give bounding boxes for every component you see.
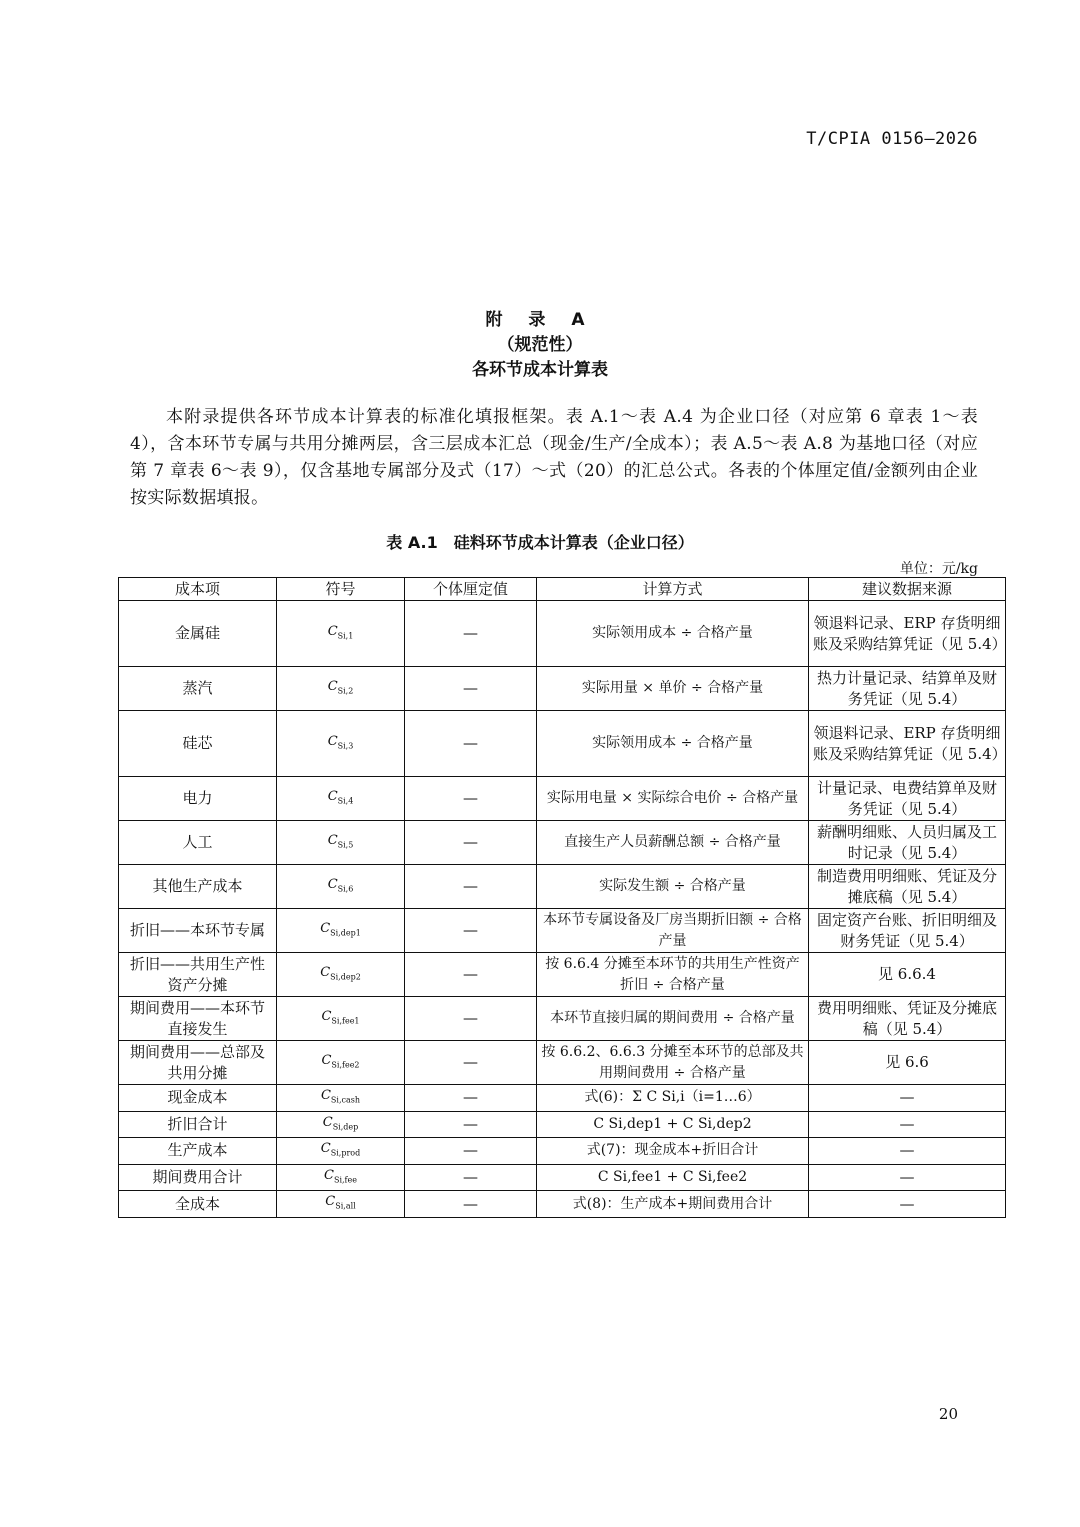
cell-source: 薪酬明细账、人员归属及工时记录（见 5.4）: [809, 821, 1006, 865]
cell-value: —: [405, 667, 537, 711]
cell-item: 折旧合计: [119, 1111, 277, 1138]
header-source: 建议数据来源: [809, 578, 1006, 601]
symbol-subscript: Si,cash: [330, 1095, 361, 1105]
cell-source: —: [809, 1164, 1006, 1191]
cell-symbol: [277, 909, 405, 953]
symbol-subscript: Si,3: [337, 741, 354, 751]
cell-item: 金属硅: [119, 601, 277, 667]
cell-value: —: [405, 1085, 537, 1112]
cell-symbol: [277, 865, 405, 909]
cell-source: —: [809, 1191, 1006, 1218]
cell-value: —: [405, 865, 537, 909]
symbol-subscript: Si,5: [337, 840, 354, 850]
symbol-letter: C: [325, 1194, 336, 1210]
cell-symbol: [277, 953, 405, 997]
cell-value: —: [405, 909, 537, 953]
cell-value: —: [405, 821, 537, 865]
cell-source: 计量记录、电费结算单及财务凭证（见 5.4）: [809, 777, 1006, 821]
cell-method: 实际用电量 × 实际综合电价 ÷ 合格产量: [537, 777, 809, 821]
intro-paragraph: 本附录提供各环节成本计算表的标准化填报框架。表 A.1～表 A.4 为企业口径（对应第 6 章表 1～表 4），含本环节专属与共用分摊两层，含三层成本汇总（现金/生产/全成本）；表 A.5～表 A.8 为基地口径（对应第 7 章表 6～表 9），仅含基地专属部分及式（17）～式（20）的汇总公式。各表的个体厘定值/金额列由企业按实际数据填报。: [130, 407, 978, 508]
symbol-letter: C: [321, 1008, 332, 1024]
symbol-letter: C: [324, 1167, 334, 1183]
cell-value: —: [405, 777, 537, 821]
symbol-subscript: Si,prod: [330, 1148, 361, 1158]
cell-method: 按 6.6.2、6.6.3 分摊至本环节的总部及共用期间费用 ÷ 合格产量: [537, 1041, 809, 1085]
symbol-letter: C: [321, 1052, 332, 1068]
cell-method: 实际领用成本 ÷ 合格产量: [537, 711, 809, 777]
cell-symbol: [277, 1085, 405, 1112]
symbol-subscript: Si,dep: [332, 1122, 359, 1132]
cell-method: C Si,dep1 + C Si,dep2: [537, 1111, 809, 1138]
cell-item: 生产成本: [119, 1138, 277, 1165]
symbol-letter: C: [320, 964, 331, 980]
header-value: 个体厘定值: [405, 578, 537, 601]
cell-source: 固定资产台账、折旧明细及财务凭证（见 5.4）: [809, 909, 1006, 953]
symbol-subscript: Si,all: [335, 1201, 356, 1211]
cell-method: 直接生产人员薪酬总额 ÷ 合格产量: [537, 821, 809, 865]
document-code: T/CPIA 0156—2026: [806, 129, 978, 149]
cell-symbol: [277, 1138, 405, 1165]
cell-method: 式(7)：现金成本+折旧合计: [537, 1138, 809, 1165]
cell-method: 式(8)：生产成本+期间费用合计: [537, 1191, 809, 1218]
cell-method: 本环节专属设备及厂房当期折旧额 ÷ 合格产量: [537, 909, 809, 953]
symbol-subscript: Si,4: [337, 796, 354, 806]
cell-method: 式(6)：Σ C Si,i（i=1…6）: [537, 1085, 809, 1112]
cell-symbol: [277, 601, 405, 667]
cell-source: —: [809, 1138, 1006, 1165]
cell-method: 本环节直接归属的期间费用 ÷ 合格产量: [537, 997, 809, 1041]
symbol-letter: C: [327, 876, 338, 892]
symbol-letter: C: [327, 832, 338, 848]
cell-symbol: [277, 711, 405, 777]
symbol-letter: C: [322, 1114, 333, 1130]
symbol-subscript: Si,fee1: [331, 1016, 360, 1026]
cell-value: —: [405, 997, 537, 1041]
appendix-heading: 各环节成本计算表: [472, 360, 608, 380]
page-number: 20: [938, 1405, 958, 1423]
cell-item: 硅芯: [119, 711, 277, 777]
table-row: [119, 777, 1006, 821]
header-method: 计算方式: [537, 578, 809, 601]
symbol-subscript: Si,fee2: [331, 1060, 360, 1070]
cell-item: 期间费用合计: [119, 1164, 277, 1191]
cell-source: 费用明细账、凭证及分摊底稿（见 5.4）: [809, 997, 1006, 1041]
cell-symbol: [277, 1191, 405, 1218]
table-caption: 表 A.1 硅料环节成本计算表（企业口径）: [386, 533, 694, 552]
cell-symbol: [277, 821, 405, 865]
symbol-subscript: Si,6: [337, 884, 354, 894]
table-row: [119, 711, 1006, 777]
cell-value: —: [405, 1164, 537, 1191]
cell-value: —: [405, 711, 537, 777]
table-row: [119, 667, 1006, 711]
cell-item: 电力: [119, 777, 277, 821]
symbol-letter: C: [327, 733, 338, 749]
table-header-row: [119, 578, 1006, 601]
cell-source: 热力计量记录、结算单及财务凭证（见 5.4）: [809, 667, 1006, 711]
symbol-letter: C: [320, 920, 331, 936]
cost-table: [118, 577, 1006, 1218]
cell-method: 实际发生额 ÷ 合格产量: [537, 865, 809, 909]
appendix-normative: （规范性）: [497, 335, 583, 355]
cell-value: —: [405, 1191, 537, 1218]
table-row: [119, 1191, 1006, 1218]
symbol-letter: C: [320, 1141, 331, 1157]
cell-source: 领退料记录、ERP 存货明细账及采购结算凭证（见 5.4）: [809, 601, 1006, 667]
table-row: [119, 953, 1006, 997]
symbol-letter: C: [327, 623, 338, 639]
cell-item: 蒸汽: [119, 667, 277, 711]
cell-source: 见 6.6.4: [809, 953, 1006, 997]
cell-value: —: [405, 953, 537, 997]
table-unit: 单位：元/kg: [899, 561, 978, 577]
appendix-label: 附 录 A: [485, 310, 595, 330]
table-row: [119, 1138, 1006, 1165]
table-row: [119, 909, 1006, 953]
symbol-subscript: Si,2: [337, 686, 354, 696]
cell-symbol: [277, 997, 405, 1041]
table-row: [119, 821, 1006, 865]
symbol-subscript: Si,fee: [333, 1175, 357, 1185]
appendix-title: [0, 308, 1080, 383]
header-symbol: 符号: [277, 578, 405, 601]
cell-symbol: [277, 777, 405, 821]
table-body: [119, 601, 1006, 1218]
cell-source: —: [809, 1085, 1006, 1112]
symbol-subscript: Si,dep1: [330, 928, 361, 938]
table-row: [119, 1085, 1006, 1112]
cell-method: 实际用量 × 单价 ÷ 合格产量: [537, 667, 809, 711]
symbol-subscript: Si,dep2: [330, 972, 361, 982]
table-row: [119, 997, 1006, 1041]
symbol-subscript: Si,1: [337, 631, 354, 641]
table-row: [119, 1041, 1006, 1085]
cell-item: 现金成本: [119, 1085, 277, 1112]
symbol-letter: C: [327, 788, 338, 804]
cell-item: 期间费用——总部及共用分摊: [119, 1041, 277, 1085]
symbol-letter: C: [320, 1088, 331, 1103]
cell-symbol: [277, 1164, 405, 1191]
cell-item: 折旧——本环节专属: [119, 909, 277, 953]
cell-symbol: [277, 667, 405, 711]
cell-method: 实际领用成本 ÷ 合格产量: [537, 601, 809, 667]
cell-value: —: [405, 601, 537, 667]
table-row: [119, 1111, 1006, 1138]
cell-value: —: [405, 1111, 537, 1138]
cell-method: C Si,fee1 + C Si,fee2: [537, 1164, 809, 1191]
cell-item: 折旧——共用生产性资产分摊: [119, 953, 277, 997]
table-row: [119, 1164, 1006, 1191]
table-row: [119, 865, 1006, 909]
cell-value: —: [405, 1041, 537, 1085]
cell-method: 按 6.6.4 分摊至本环节的共用生产性资产折旧 ÷ 合格产量: [537, 953, 809, 997]
table-row: [119, 601, 1006, 667]
cell-symbol: [277, 1041, 405, 1085]
cell-symbol: [277, 1111, 405, 1138]
symbol-letter: C: [327, 678, 338, 694]
cell-item: 人工: [119, 821, 277, 865]
cell-item: 期间费用——本环节直接发生: [119, 997, 277, 1041]
cell-value: —: [405, 1138, 537, 1165]
cell-item: 其他生产成本: [119, 865, 277, 909]
cell-source: 见 6.6: [809, 1041, 1006, 1085]
cell-source: 制造费用明细账、凭证及分摊底稿（见 5.4）: [809, 865, 1006, 909]
cell-item: 全成本: [119, 1191, 277, 1218]
header-item: 成本项: [119, 578, 277, 601]
cell-source: —: [809, 1111, 1006, 1138]
cell-source: 领退料记录、ERP 存货明细账及采购结算凭证（见 5.4）: [809, 711, 1006, 777]
